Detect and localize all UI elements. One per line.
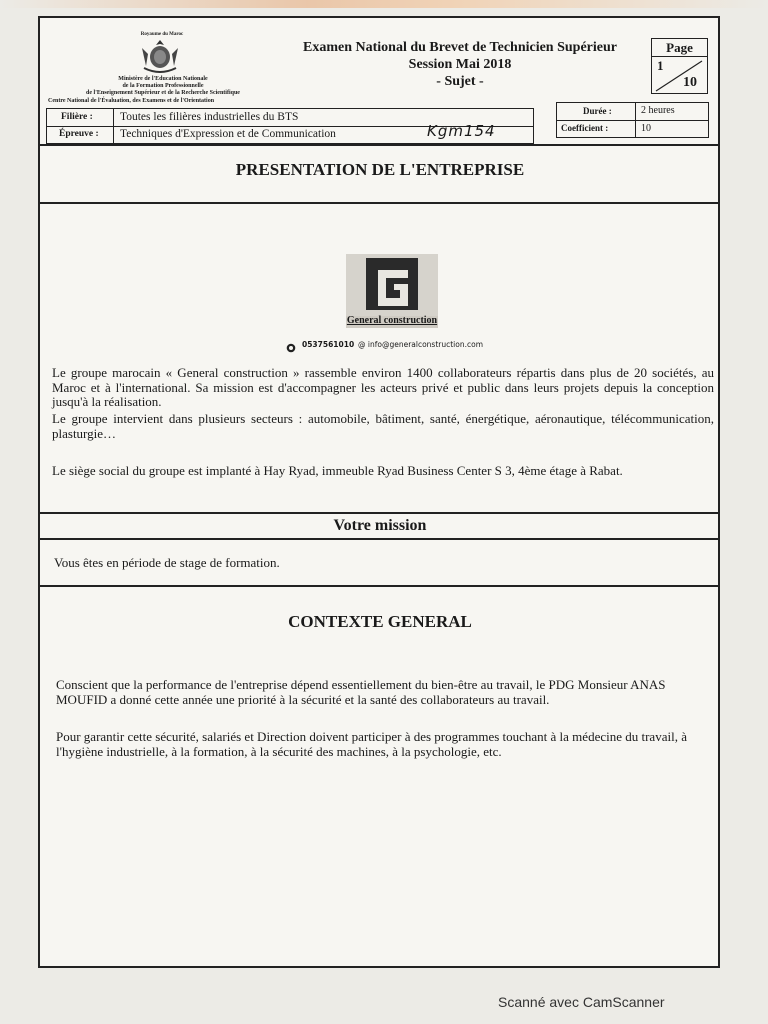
- contexte-paragraph-2: Pour garantir cette sécurité, salariés et Direction doivent participer à des programmes touchant à la médecine du travail, à l'hygiène industrielle, à la formation, à la sécurité des machines, à la psychologie, etc.: [56, 729, 687, 759]
- presentation-paragraph-3: Le siège social du groupe est implanté à Hay Ryad, immeuble Ryad Business Center S 3, 4ème étage à Rabat.: [52, 463, 623, 478]
- presentation-paragraph-2: Le groupe intervient dans plusieurs secteurs : automobile, bâtiment, santé, énergétique, aéronautique, télécommunication, plasturgie…: [52, 411, 714, 441]
- duree-label: Durée :: [583, 106, 612, 116]
- page-current: 1: [657, 58, 664, 73]
- kingdom-label: Royaume du Maroc: [140, 32, 184, 37]
- coef-label: Coefficient :: [561, 123, 609, 133]
- presentation-paragraph-1: Le groupe marocain « General construction » rassemble environ 1400 collaborateurs répartis dans plus de 20 sociétés, au Maroc et à l'international. Sa mission est d'accompagner les acteurs privé et public dans leurs projets depuis la conception jusqu'à la réalisation.: [52, 365, 714, 409]
- epreuve-value: Techniques d'Expression et de Communication: [120, 128, 336, 140]
- contexte-paragraph-1: Conscient que la performance de l'entreprise dépend essentiellement du bien-être au travail, le PDG Monsieur ANAS MOUFID a donné cette année une priorité à la sécurité et la santé des collaborateurs au travail.: [56, 677, 666, 707]
- coat-of-arms-icon: [138, 38, 182, 74]
- page-box: [651, 38, 708, 94]
- filiere-label: Filière :: [61, 112, 93, 122]
- section-presentation-title: PRESENTATION DE L'ENTREPRISE: [235, 160, 525, 179]
- phone-icon: [286, 340, 298, 350]
- exam-sheet: [38, 16, 720, 968]
- epreuve-label: Épreuve :: [59, 129, 99, 139]
- section-contexte-title: CONTEXTE GENERAL: [288, 612, 472, 631]
- page-total: 10: [683, 75, 697, 90]
- section-mission-title: Votre mission: [333, 517, 427, 534]
- ministry-line-2: de la Formation Professionnelle: [122, 83, 204, 89]
- page-divider-diagonal: [652, 57, 707, 93]
- coef-value: 10: [641, 123, 651, 134]
- duree-coef-box: [556, 102, 709, 138]
- session-label: Session Mai 2018: [408, 57, 512, 72]
- page-label: Page: [666, 40, 693, 55]
- contact-phone: 0537561010: [302, 340, 355, 349]
- handwritten-code: Kgm154: [427, 122, 496, 140]
- page-stain: [0, 0, 768, 8]
- centre-label: Centre National de l'Évaluation, des Examens et de l'Orientation: [48, 98, 215, 104]
- ministry-line-3: de l'Enseignement Supérieur et de la Recherche Scientifique: [86, 90, 240, 96]
- filiere-epreuve-box: [46, 108, 534, 144]
- filiere-value: Toutes les filières industrielles du BTS: [120, 111, 299, 123]
- subject-label: - Sujet -: [436, 74, 484, 89]
- contact-email: @ info@generalconstruction.com: [358, 340, 483, 349]
- company-logo-icon: [344, 254, 440, 330]
- logo-label: General construction: [346, 315, 438, 326]
- scanner-watermark: Scanné avec CamScanner: [498, 994, 665, 1010]
- ministry-line-1: Ministère de l'Education Nationale: [118, 76, 208, 82]
- ministry-block: [78, 76, 248, 97]
- mission-text: Vous êtes en période de stage de formation.: [54, 555, 280, 570]
- duree-value: 2 heures: [641, 105, 675, 116]
- exam-title: Examen National du Brevet de Technicien Supérieur: [303, 40, 617, 55]
